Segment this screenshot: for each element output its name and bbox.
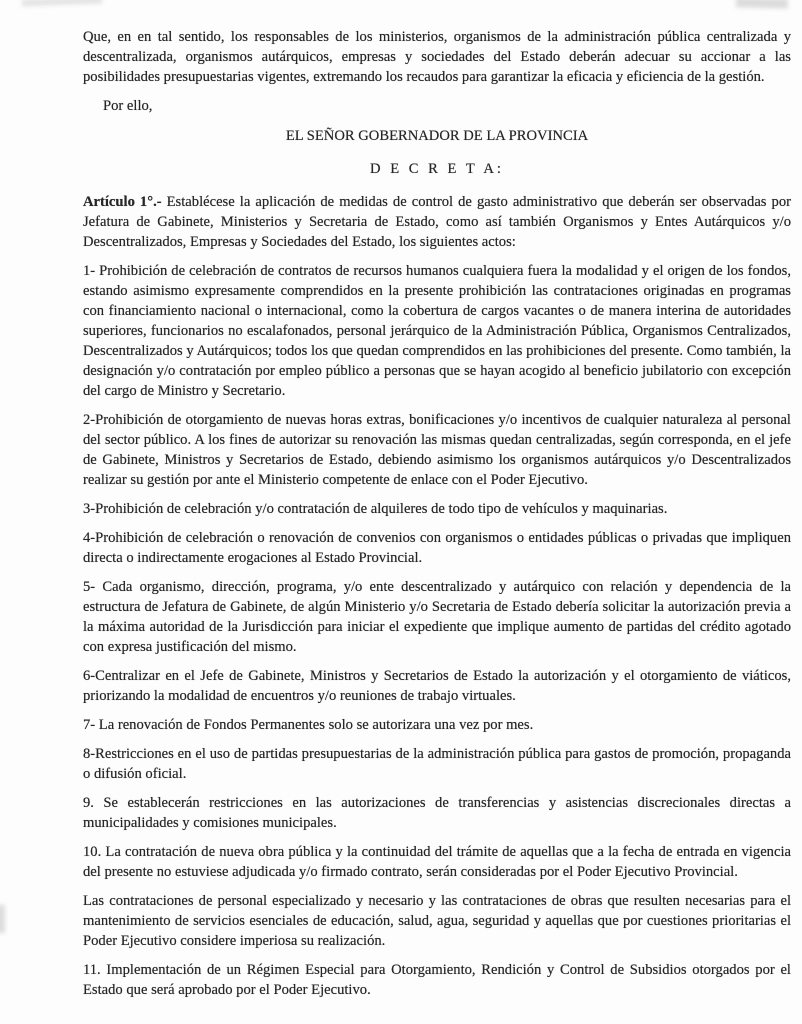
scan-smudge-top-left [22,0,102,6]
decree-item-8: 8-Restricciones en el uso de partidas presupuestarias de la administración pública para gastos de promoción, propaganda o difusión oficial. [83,746,791,782]
decree-item-contrataciones: Las contrataciones de personal especializado y necesario y las contrataciones de obras que resulten necesarias para el mantenimiento de servicios esenciales de educación, salud, agua, seguridad y aquellas que por cuestiones prioritarias el Poder Ejecutivo considere imperiosa su realización. [83,893,791,949]
scan-smudge-left-edge [0,905,5,933]
decree-item-4: 4-Prohibición de celebración o renovación de convenios con organismos o entidades públicas o privadas que impliquen directa o indirectamente erogaciones al Estado Provincial. [83,530,791,566]
decree-item-11: 11. Implementación de un Régimen Especial para Otorgamiento, Rendición y Control de Subsidios otorgados por el Estado que será aprobado por el Poder Ejecutivo. [83,962,791,998]
decree-item-3: 3-Prohibición de celebración y/o contratación de alquileres de todo tipo de vehículos y maquinarias. [83,501,668,517]
governor-heading: EL SEÑOR GOBERNADOR DE LA PROVINCIA [285,128,589,144]
article-1-paragraph [83,192,791,252]
decree-item-1: 1- Prohibición de celebración de contratos de recursos humanos cualquiera fuera la modalidad y el origen de los fondos, estando asimismo expresamente comprendidos en la presente prohibición las contrataciones originadas en programas con financiamiento nacional o internacional, como la cobertura de cargos vacantes o de manera interina de autoridades superiores, funcionarios no escalafonados, personal jerárquico de la Administración Pública, Organismos Centralizados, Descentralizados y Autárquicos; todos los que quedan comprendidos en las prohibiciones del presente. Como también, la designación y/o contratación por empleo público a personas que se hayan acogido al beneficio jubilatorio con excepción del cargo de Ministro y Secretario. [83,263,791,399]
article-1-label: Artículo 1°.- [83,194,162,210]
decree-item-10: 10. La contratación de nueva obra pública y la continuidad del trámite de aquellas que a la fecha de entrada en vigencia del presente no estuviese adjudicada y/o firmado contrato, serán consideradas por el Poder Ejecutivo Provincial. [83,844,791,880]
decree-item-7: 7- La renovación de Fondos Permanentes solo se autorizara una vez por mes. [83,717,534,733]
decreta-heading: D E C R E T A: [370,161,504,177]
recital-paragraph: Que, en en tal sentido, los responsables de los ministerios, organismos de la administración pública centralizada y descentralizada, organismos autárquicos, empresas y sociedades del Estado deberán adecuar su accionar a las posibilidades presupuestarias vigentes, extremando los recaudos para garantizar la eficacia y eficiencia de la gestión. [83,29,791,85]
decree-item-5: 5- Cada organismo, dirección, programa, y/o ente descentralizado y autárquico con relación y dependencia de la estructura de Jefatura de Gabinete, de algún Ministerio y/o Secretaria de Estado debería solicitar la autorización previa a la máxima autoridad de la Jurisdicción para iniciar el expediente que implique aumento de partidas del crédito agotado con expresa justificación del mismo. [83,579,791,655]
decree-item-2: 2-Prohibición de otorgamiento de nuevas horas extras, bonificaciones y/o incentivos de cualquier naturaleza al personal del sector público. A los fines de autorizar su renovación las mismas quedan centralizadas, según corresponda, en el jefe de Gabinete, Ministros y Secretarios de Estado, debiendo asimismo los organismos autárquicos y/o Descentralizados realizar su gestión por ante el Ministerio competente de enlace con el Poder Ejecutivo. [83,412,791,488]
decree-text-block [83,27,791,1009]
decree-item-6: 6-Centralizar en el Jefe de Gabinete, Ministros y Secretarios de Estado la autorización y el otorgamiento de viáticos, priorizando la modalidad de encuentros y/o reuniones de trabajo virtuales. [83,668,791,704]
article-1-text: Establécese la aplicación de medidas de control de gasto administrativo que deberán ser observadas por Jefatura de Gabinete, Ministerios y Secretaria de Estado, como así también Organismos y Entes Autárquicos y/o Descentralizados, Empresas y Sociedades del Estado, los siguientes actos: [83,194,791,250]
decree-item-9: 9. Se establecerán restricciones en las autorizaciones de transferencias y asistencias discrecionales directas a municipalidades y comisiones municipales. [83,795,791,831]
scan-smudge-top-right [736,0,788,9]
por-ello-line: Por ello, [103,98,153,114]
